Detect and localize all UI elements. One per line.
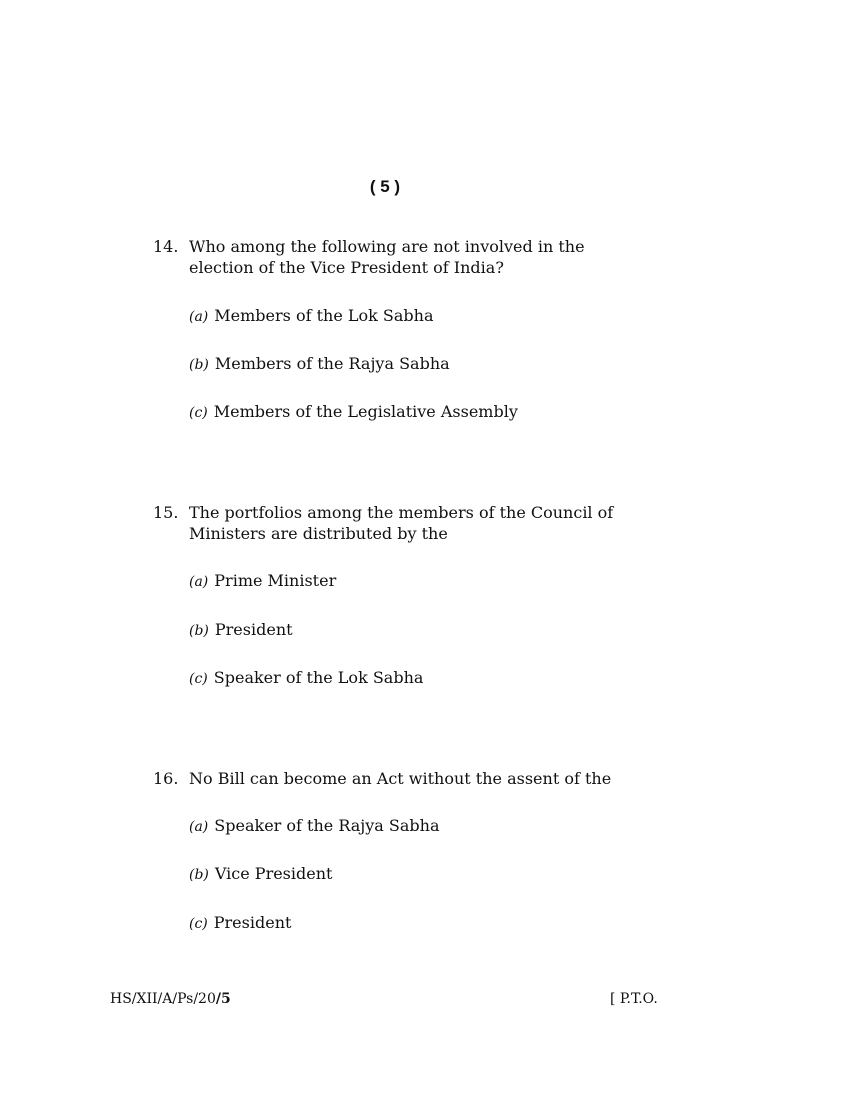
question-14 xyxy=(153,236,633,278)
option xyxy=(189,816,439,835)
option-text: Speaker of the Lok Sabha xyxy=(213,668,424,687)
question-text: No Bill can become an Act without the assent of the xyxy=(189,769,612,788)
option-text: Members of the Rajya Sabha xyxy=(214,354,450,373)
option-label: (c) xyxy=(189,916,208,932)
question-number: 15. xyxy=(153,503,179,522)
option xyxy=(189,306,434,325)
option-text: Prime Minister xyxy=(214,571,337,590)
footer-code xyxy=(110,991,231,1007)
option xyxy=(189,913,291,932)
option xyxy=(189,354,450,373)
pto-label: [ P.T.O. xyxy=(610,991,658,1007)
option xyxy=(189,402,518,421)
question-16 xyxy=(153,768,633,789)
option xyxy=(189,571,336,590)
option-label: (b) xyxy=(189,357,209,373)
option-label: (b) xyxy=(189,623,209,639)
option-label: (c) xyxy=(189,671,208,687)
option-label: (a) xyxy=(189,819,209,835)
option-label: (b) xyxy=(189,867,209,883)
page-number: ( 5 ) xyxy=(369,177,401,196)
option-label: (a) xyxy=(189,309,209,325)
question-text: The portfolios among the members of the Council of Ministers are distributed by the xyxy=(189,503,614,543)
question-number: 16. xyxy=(153,769,179,788)
paper-code: HS/XII/A/Ps/20 xyxy=(110,991,216,1007)
question-15 xyxy=(153,502,633,544)
option-text: President xyxy=(214,620,293,639)
option-text: Vice President xyxy=(214,864,333,883)
option-text: Speaker of the Rajya Sabha xyxy=(214,816,440,835)
option-text: Members of the Legislative Assembly xyxy=(213,402,518,421)
option-label: (c) xyxy=(189,405,208,421)
option xyxy=(189,864,332,883)
option-label: (a) xyxy=(189,574,209,590)
option-text: Members of the Lok Sabha xyxy=(214,306,434,325)
question-text: Who among the following are not involved in the election of the Vice President of India? xyxy=(189,237,585,277)
option-text: President xyxy=(213,913,292,932)
paper-code-suffix: /5 xyxy=(215,991,231,1007)
option xyxy=(189,668,423,687)
option xyxy=(189,620,293,639)
question-number: 14. xyxy=(153,237,179,256)
